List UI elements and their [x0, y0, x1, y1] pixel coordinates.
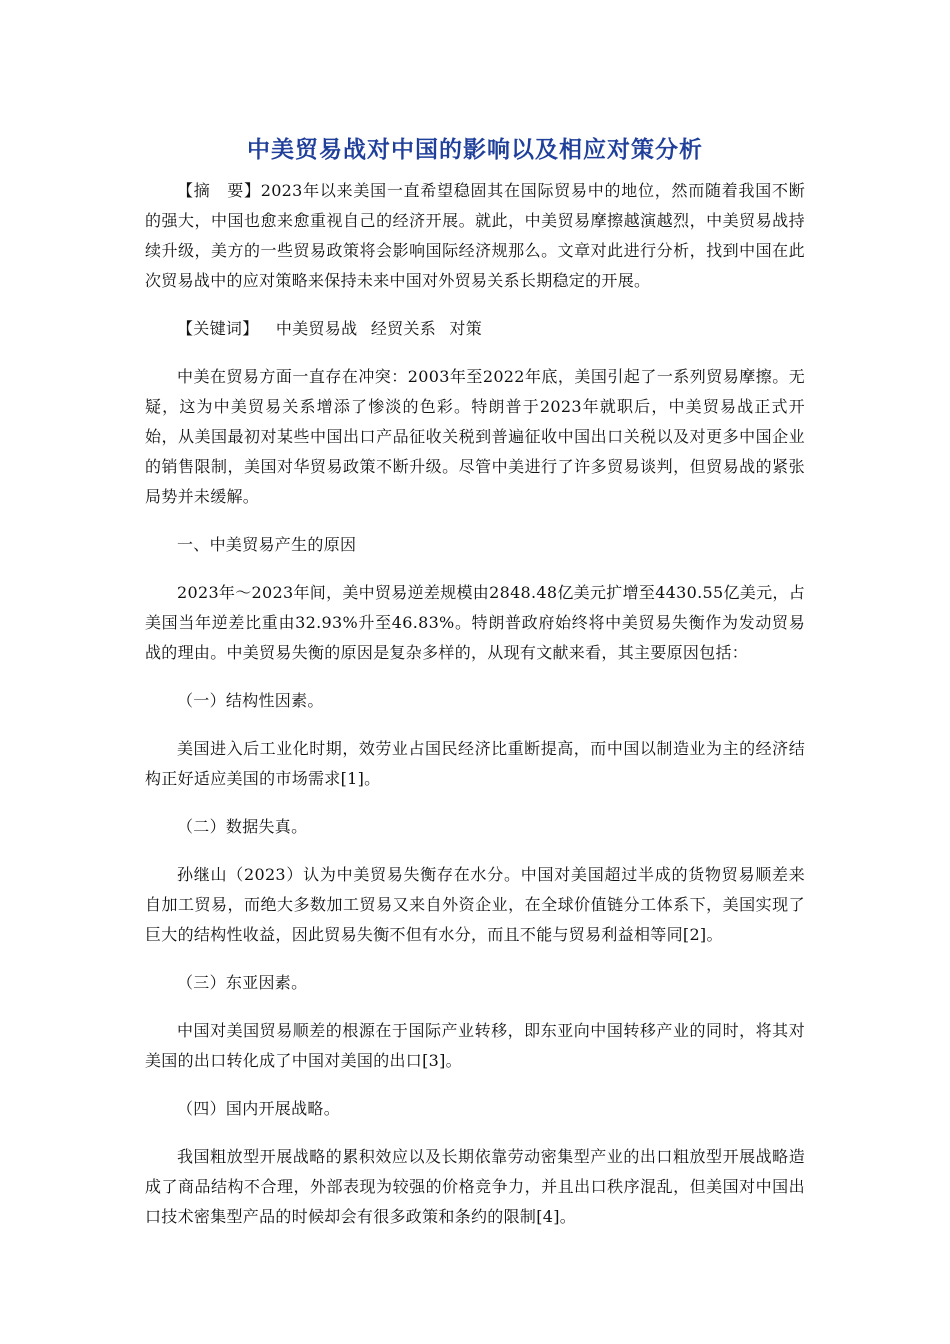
document-page	[145, 128, 805, 1250]
section-paragraph: 2023年～2023年间，美中贸易逆差规模由2848.48亿美元扩增至4430.55亿美元，占美国当年逆差比重由32.93%升至46.83%。特朗普政府始终将中美贸易失衡作为发动贸易战的理由。中美贸易失衡的原因是复杂多样的，从现有文献来看，其主要原因包括：	[145, 583, 805, 662]
intro-paragraph: 中美在贸易方面一直存在冲突：2003年至2022年底，美国引起了一系列贸易摩擦。无疑，这为中美贸易关系增添了惨淡的色彩。特朗普于2023年就职后，中美贸易战正式开始，从美国最初对某些中国出口产品征收关税到普遍征收中国出口关税以及对更多中国企业的销售限制，美国对华贸易政策不断升级。尽管中美进行了许多贸易谈判，但贸易战的紧张局势并未缓解。	[145, 367, 805, 506]
subsection-paragraph: 我国粗放型开展战略的累积效应以及长期依靠劳动密集型产业的出口粗放型开展战略造成了商品结构不合理，外部表现为较强的价格竞争力，并且出口秩序混乱，但美国对中国出口技术密集型产品的时候却会有很多政策和条约的限制[4]。	[145, 1147, 805, 1226]
keywords-label: 【关键词】	[177, 319, 259, 338]
subsection-heading: （三）东亚因素。	[177, 973, 308, 992]
keyword-item: 对策	[449, 319, 483, 338]
subsection-paragraph: 美国进入后工业化时期，效劳业占国民经济比重断提高，而中国以制造业为主的经济结构正好适应美国的市场需求[1]。	[145, 739, 805, 788]
subsection-heading: （一）结构性因素。	[177, 691, 324, 710]
keywords-line	[145, 314, 805, 344]
document-title: 中美贸易战对中国的影响以及相应对策分析	[247, 137, 703, 163]
subsection-heading: （二）数据失真。	[177, 817, 308, 836]
keyword-item: 经贸关系	[370, 319, 437, 338]
keyword-item: 中美贸易战	[275, 319, 358, 338]
abstract-paragraph: 【摘 要】2023年以来美国一直希望稳固其在国际贸易中的地位，然而随着我国不断的强大，中国也愈来愈重视自己的经济开展。就此，中美贸易摩擦越演越烈，中美贸易战持续升级，美方的一些贸易政策将会影响国际经济规那么。文章对此进行分析，找到中国在此次贸易战中的应对策略来保持未来中国对外贸易关系长期稳定的开展。	[145, 181, 805, 290]
section-heading: 一、中美贸易产生的原因	[177, 535, 357, 554]
subsection-heading: （四）国内开展战略。	[177, 1099, 341, 1118]
subsection-paragraph: 孙继山（2023）认为中美贸易失衡存在水分。中国对美国超过半成的货物贸易顺差来自加工贸易，而绝大多数加工贸易又来自外资企业，在全球价值链分工体系下，美国实现了巨大的结构性收益，因此贸易失衡不但有水分，而且不能与贸易利益相等同[2]。	[145, 865, 805, 944]
subsection-paragraph: 中国对美国贸易顺差的根源在于国际产业转移，即东亚向中国转移产业的同时，将其对美国的出口转化成了中国对美国的出口[3]。	[145, 1021, 805, 1070]
